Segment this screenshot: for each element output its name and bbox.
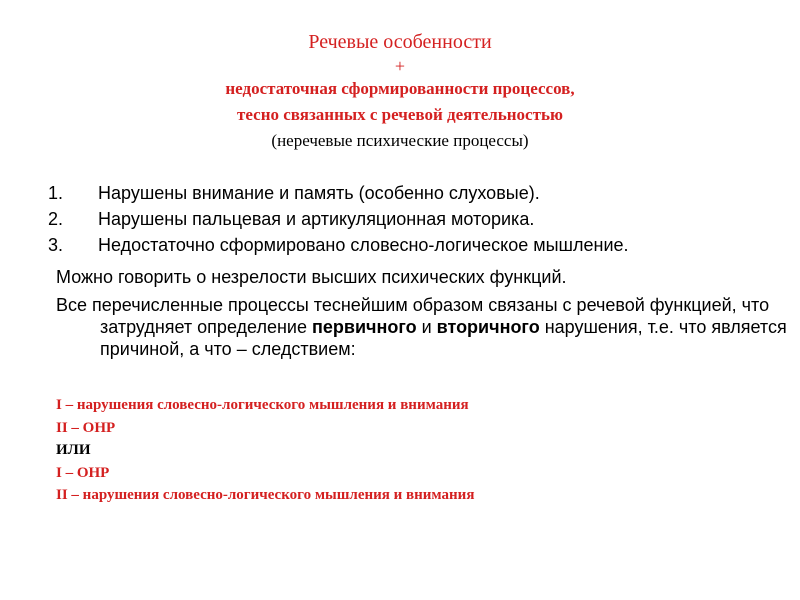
order-options: [56, 394, 756, 507]
bold-term-secondary: вторичного: [436, 317, 540, 337]
list-item-number: 1.: [48, 183, 64, 203]
list-item-text: Недостаточно сформировано словесно-логическое мышление.: [98, 235, 629, 255]
paragraph-text: нарушения, т.е. что является причиной, а что – следствием:: [100, 317, 787, 359]
plus-sign: +: [394, 56, 406, 76]
paragraph-immaturity: Можно говорить о незрелости высших психических функций.: [56, 267, 567, 287]
list-item: [48, 206, 768, 232]
subtitle-line-2: тесно связанных с речевой деятельностью: [237, 105, 563, 124]
list-item-text: Нарушены внимание и память (особенно слуховые).: [98, 183, 540, 203]
list-item-number: 3.: [48, 235, 64, 255]
order-line: I – нарушения словесно-логического мышления и внимания: [56, 397, 469, 413]
order-line: II – нарушения словесно-логического мышления и внимания: [56, 487, 475, 503]
bold-term-primary: первичного: [312, 317, 417, 337]
or-separator: ИЛИ: [56, 442, 91, 458]
subtitle-note: (неречевые психические процессы): [271, 131, 529, 150]
list-item: [48, 180, 768, 206]
slide-header: [0, 28, 800, 154]
paragraph-text: и: [416, 317, 437, 337]
order-line: I – ОНР: [56, 464, 110, 481]
list-item: [48, 232, 768, 258]
subtitle-line-1: недостаточная сформированности процессов,: [225, 79, 575, 98]
paragraph-relation: [56, 294, 800, 360]
numbered-list: [48, 180, 768, 258]
order-line: II – ОНР: [56, 419, 116, 436]
list-item-text: Нарушены пальцевая и артикуляционная моторика.: [98, 209, 535, 229]
list-item-number: 2.: [48, 209, 64, 229]
paragraph-text: Все перечисленные процессы теснейшим образом связаны с речевой функцией, что затрудняет определение: [56, 295, 770, 337]
slide-title: Речевые особенности: [308, 31, 492, 53]
